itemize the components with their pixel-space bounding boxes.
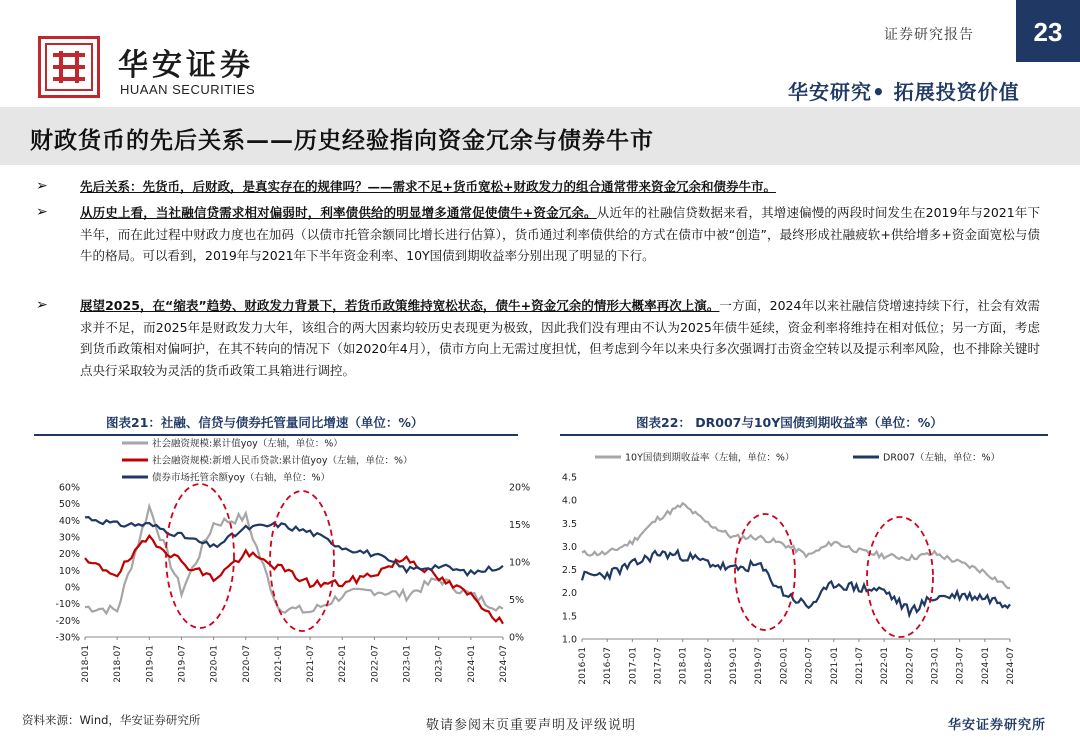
- x-tick-label: 2021-01: [273, 645, 284, 683]
- disclaimer-note: 敬请参阅末页重要声明及评级说明: [426, 718, 637, 733]
- y-left-tick-label: -20%: [55, 615, 80, 627]
- y-left-tick-label: 4.5: [561, 472, 577, 484]
- bullet-arrow-icon: ➢: [36, 204, 48, 220]
- y-left-tick-label: 40%: [58, 515, 80, 527]
- logo-chinese-name: 华安证券: [118, 48, 254, 83]
- huaan-logo-icon: [38, 36, 100, 98]
- bullet-highlight: 从历史上看，当社融信贷需求相对偏弱时，利率债供给的明显增多通常促使债牛+资金冗余。: [80, 205, 597, 220]
- x-tick-label: 2022-07: [905, 647, 916, 685]
- y-right-tick-label: 20%: [509, 482, 530, 494]
- x-tick-label: 2020-07: [804, 647, 815, 685]
- x-tick-label: 2017-07: [653, 647, 664, 685]
- x-tick-label: 2016-07: [603, 647, 614, 685]
- series-line-2: [85, 536, 503, 624]
- x-tick-label: 2024-01: [980, 647, 991, 685]
- x-tick-label: 2021-07: [854, 647, 865, 685]
- y-left-tick-label: -30%: [55, 632, 80, 644]
- bullet-body: 从近年的社融信贷数据来看，其增速偏慢的两段时间发生在2019年与2021年下半年，而在此过程中财政力度也在加码（以债市托管余额同比增长进行估算），货币通过利率债供给的方式在债市中被“创造”，最终形成社融疲软+供给增多+资金面宽松与债牛的格局。可以看到，2019年与2021年下半年资金利率、10Y国债到期收益率分别出现了明显的下行。: [80, 205, 1041, 263]
- y-left-tick-label: 10%: [58, 565, 80, 577]
- figure-22-title: 图表22： DR007与10Y国债到期收益率（单位：%）: [636, 415, 943, 430]
- x-tick-label: 2018-01: [81, 645, 91, 683]
- bullet-paragraph-3: [80, 295, 1040, 381]
- y-left-tick-label: 1.0: [561, 634, 577, 646]
- page-number-badge: 23: [1016, 0, 1080, 62]
- x-tick-label: 2021-01: [829, 647, 840, 685]
- footer-org: 华安证券研究所: [948, 718, 1047, 733]
- legend-label: 社会融资规模:新增人民币贷款:累计值yoy（左轴，单位：%）: [152, 455, 413, 467]
- x-tick-label: 2021-07: [306, 645, 317, 683]
- legend-label: DR007（左轴，单位：%）: [883, 452, 1001, 464]
- figure-21-rule: [34, 434, 518, 436]
- y-left-tick-label: 50%: [58, 499, 80, 511]
- x-tick-label: 2024-07: [1006, 647, 1016, 685]
- x-tick-label: 2020-01: [779, 647, 790, 685]
- figure-22-rule: [560, 434, 1048, 436]
- logo-english-name: HUAAN SECURITIES: [120, 82, 256, 97]
- bullet-paragraph-2: [80, 202, 1040, 267]
- highlight-circle: [867, 517, 933, 637]
- page-title: 财政货币的先后关系——历史经验指向资金冗余与债券牛市: [30, 127, 654, 154]
- x-tick-label: 2024-07: [499, 645, 509, 683]
- bullet-paragraph-1: [80, 176, 1040, 198]
- y-left-tick-label: -10%: [55, 599, 80, 611]
- x-tick-label: 2020-01: [209, 645, 220, 683]
- x-tick-label: 2023-07: [955, 647, 966, 685]
- x-tick-label: 2019-01: [145, 645, 156, 683]
- y-left-tick-label: 3.0: [561, 541, 577, 553]
- highlight-circle: [735, 514, 795, 630]
- report-type-label: 证券研究报告: [884, 27, 974, 43]
- x-tick-label: 2018-07: [113, 645, 124, 683]
- bullet-arrow-icon: ➢: [36, 297, 48, 313]
- x-tick-label: 2019-01: [729, 647, 740, 685]
- x-tick-label: 2018-01: [678, 647, 689, 685]
- x-tick-label: 2022-01: [880, 647, 891, 685]
- y-left-tick-label: 20%: [58, 549, 80, 561]
- series-line-1: [582, 503, 1010, 588]
- x-tick-label: 2024-01: [466, 645, 477, 683]
- x-tick-label: 2019-07: [754, 647, 765, 685]
- bullet-highlight: 展望2025，在“缩表”趋势、财政发力背景下，若货币政策维持宽松状态，债牛+资金冗余的情形大概率再次上演。: [80, 298, 720, 313]
- x-tick-label: 2023-07: [434, 645, 445, 683]
- chart-22: [545, 437, 1065, 712]
- y-left-tick-label: 30%: [58, 532, 80, 544]
- y-left-tick-label: 0%: [64, 582, 80, 594]
- figure-21-title: 图表21：社融、信贷与债券托管量同比增速（单位：%）: [106, 415, 424, 430]
- bullet-body: 一方面，2024年以来社融信贷增速持续下行，社会有效需求并不足，而2025年是财政发力大年，该组合的两大因素均较历史表现更为极致，因此我们没有理由不认为2025年债牛延续，资金利率将维持在相对低位；另一方面，考虑到货币政策相对偏呵护，在其不转向的情况下（如2020年4月），债市方向上无需过度担忧，但考虑到今年以来央行多次强调打击资金空转以及提示利率风险，也不排除关键时点央行采取较为灵活的货币政策工具箱进行调控。: [80, 298, 1040, 378]
- y-right-tick-label: 0%: [509, 632, 525, 644]
- x-tick-label: 2018-07: [703, 647, 714, 685]
- x-tick-label: 2022-01: [338, 645, 349, 683]
- y-left-tick-label: 3.5: [561, 518, 577, 530]
- y-right-tick-label: 5%: [509, 595, 525, 606]
- x-tick-label: 2016-01: [578, 647, 588, 685]
- y-left-tick-label: 2.0: [561, 588, 577, 600]
- legend-label: 社会融资规模:累计值yoy（左轴，单位：%）: [152, 438, 343, 450]
- source-note: 资料来源：Wind，华安证券研究所: [22, 713, 201, 727]
- x-tick-label: 2017-01: [628, 647, 639, 685]
- x-tick-label: 2020-07: [241, 645, 252, 683]
- y-right-tick-label: 15%: [509, 520, 530, 531]
- y-left-tick-label: 2.5: [561, 565, 577, 577]
- x-tick-label: 2023-01: [402, 645, 413, 683]
- series-line-3: [85, 517, 503, 575]
- series-line-2: [582, 551, 1010, 616]
- y-left-tick-label: 60%: [58, 482, 80, 494]
- legend-label: 债券市场托管余额yoy（右轴，单位：%）: [152, 472, 331, 484]
- slogan: 华安研究• 拓展投资价值: [788, 80, 1020, 104]
- x-tick-label: 2023-01: [930, 647, 941, 685]
- chart-21: [30, 437, 530, 712]
- bullet-highlight: 先后关系：先货币，后财政，是真实存在的规律吗？——需求不足+货币宽松+财政发力的组合通常带来资金冗余和债券牛市。: [80, 179, 776, 194]
- x-tick-label: 2022-07: [370, 645, 381, 683]
- y-right-tick-label: 10%: [509, 557, 530, 569]
- legend-label: 10Y国债到期收益率（左轴，单位：%）: [625, 452, 795, 464]
- x-tick-label: 2019-07: [177, 645, 188, 683]
- y-left-tick-label: 4.0: [561, 495, 577, 507]
- y-left-tick-label: 1.5: [561, 611, 577, 623]
- bullet-arrow-icon: ➢: [36, 178, 48, 194]
